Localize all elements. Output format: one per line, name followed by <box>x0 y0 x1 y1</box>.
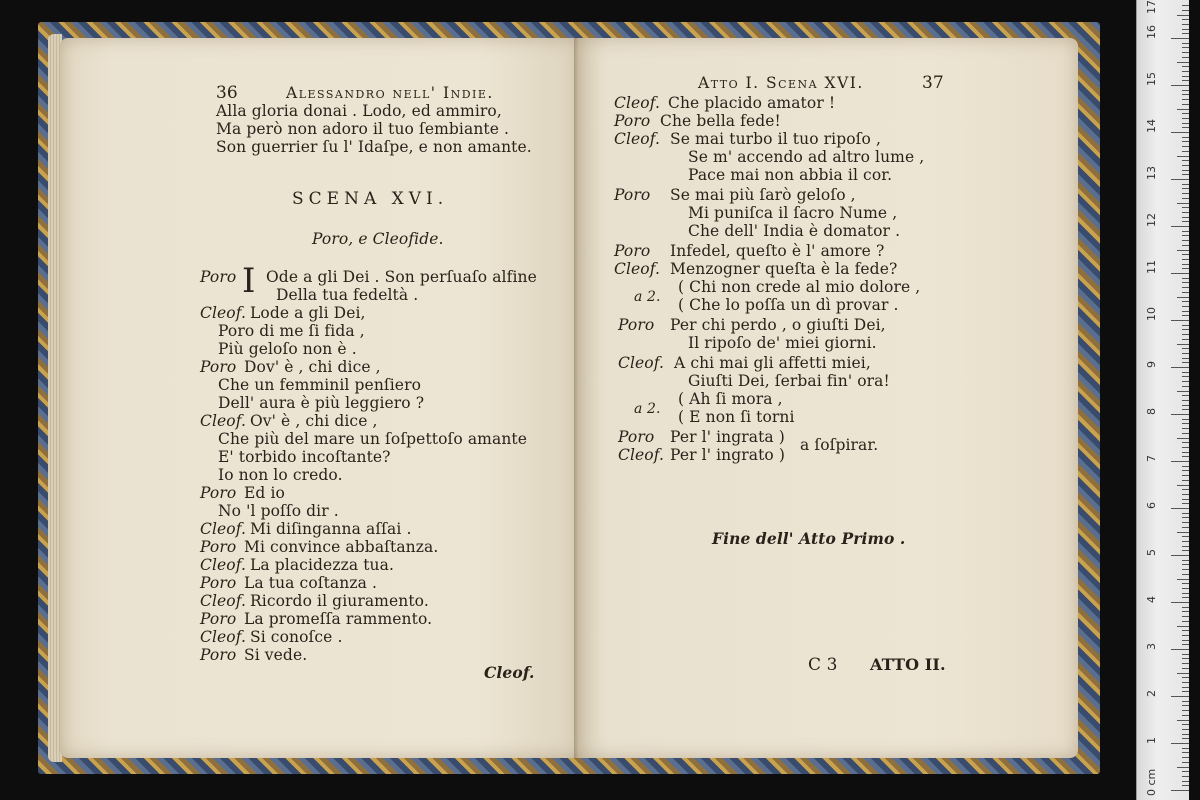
dialogue-line: Se mai più ſarò geloſo , <box>670 186 856 204</box>
dialogue-line: A chi mai gli affetti miei, <box>674 354 871 372</box>
ruler-tick <box>1182 705 1189 706</box>
dialogue-line: Ov' è , chi dice , <box>250 412 378 430</box>
ruler-number: 4 <box>1145 596 1158 603</box>
dialogue-line: Per chi perdo , o giuſti Dei, <box>670 316 886 334</box>
ruler-tick <box>1182 630 1189 631</box>
ruler-tick <box>1171 649 1189 650</box>
dialogue-line: Per l' ingrato ) <box>670 446 786 464</box>
speaker-label: Cleof. <box>200 304 247 322</box>
ruler-tick <box>1182 428 1189 429</box>
speaker-label: Cleof. <box>200 556 247 574</box>
ruler-tick <box>1182 268 1189 269</box>
dialogue-line: ( E non ſi torni <box>678 408 795 426</box>
ruler-tick <box>1182 264 1189 265</box>
ruler-tick <box>1182 29 1189 30</box>
dialogue-line: La promeſſa rammento. <box>244 610 433 628</box>
ruler-tick <box>1177 156 1189 157</box>
ruler-tick <box>1182 616 1189 617</box>
speaker-label: Cleof. <box>200 592 247 610</box>
ruler-tick <box>1177 250 1189 251</box>
dialogue-line: Si vede. <box>244 646 308 664</box>
ruler-tick <box>1177 391 1189 392</box>
ruler-tick <box>1177 109 1189 110</box>
ruler-tick <box>1182 644 1189 645</box>
ruler-tick <box>1171 555 1189 556</box>
ruler-tick <box>1182 90 1189 91</box>
ruler-tick <box>1182 724 1189 725</box>
ruler-tick <box>1182 752 1189 753</box>
ruler-tick <box>1182 781 1189 782</box>
dialogue-line: La placidezza tua. <box>250 556 394 574</box>
a2-label: a 2. <box>634 289 661 305</box>
ruler-tick <box>1182 104 1189 105</box>
ruler-tick <box>1171 461 1189 462</box>
speaker-label: Cleof. <box>618 354 665 372</box>
ruler-number: 1 <box>1145 737 1158 744</box>
ruler-tick <box>1182 522 1189 523</box>
dialogue-line: E' torbido incoſtante? <box>218 448 391 466</box>
speaker-label: Cleof. <box>614 94 661 112</box>
dialogue-line: La tua coſtanza . <box>244 574 378 592</box>
speaker-label: Poro <box>614 186 651 204</box>
speaker-label: Poro <box>200 268 237 286</box>
dialogue-line: Che un femminil penſiero <box>218 376 422 394</box>
ruler-tick <box>1171 85 1189 86</box>
ruler-tick <box>1182 123 1189 124</box>
ruler-tick <box>1182 362 1189 363</box>
ruler-tick <box>1182 19 1189 20</box>
ruler-tick <box>1182 433 1189 434</box>
ruler-tick <box>1177 344 1189 345</box>
ruler-tick <box>1182 738 1189 739</box>
ruler-tick <box>1182 574 1189 575</box>
ruler-tick <box>1182 409 1189 410</box>
ruler-tick <box>1182 146 1189 147</box>
dialogue-line: Poro di me ſi fida , <box>218 322 365 340</box>
speaker-label: Cleof. <box>618 446 665 464</box>
ruler-tick <box>1182 536 1189 537</box>
dialogue-line: Per l' ingrata ) <box>670 428 785 446</box>
ruler-unit-label: 0 cm <box>1145 768 1158 796</box>
ruler-tick <box>1182 593 1189 594</box>
dialogue-line: Io non lo credo. <box>218 466 343 484</box>
ruler-tick <box>1182 442 1189 443</box>
ruler-tick <box>1182 137 1189 138</box>
ruler-tick <box>1182 259 1189 260</box>
speaker-label: Cleof. <box>614 260 661 278</box>
ruler-number: 13 <box>1145 166 1158 180</box>
ruler-tick <box>1182 141 1189 142</box>
dialogue-line: ( Che lo poſſa un dì provar . <box>678 296 899 314</box>
speaker-label: Poro <box>200 484 237 502</box>
ruler-number: 3 <box>1145 643 1158 650</box>
ruler-tick <box>1182 386 1189 387</box>
dialogue-line: Il ripoſo de' miei giorni. <box>688 334 877 352</box>
dialogue-line: No 'l poſſo dir . <box>218 502 339 520</box>
ruler-tick <box>1182 701 1189 702</box>
ruler-tick <box>1182 729 1189 730</box>
right-running-head: Atto I. Scena XVI. <box>698 74 864 92</box>
dialogue-line: Dell' aura è più leggiero ? <box>218 394 425 412</box>
dialogue-line: Che bella fede! <box>660 112 781 130</box>
ruler-number: 12 <box>1145 213 1158 227</box>
speaker-label: Poro <box>618 428 655 446</box>
ruler-tick <box>1182 381 1189 382</box>
a-sospirar: a ſoſpirar. <box>800 436 879 454</box>
ruler-tick <box>1182 480 1189 481</box>
end-of-act: Fine dell' Atto Primo . <box>712 529 906 548</box>
dialogue-line: Ed io <box>244 484 285 502</box>
ruler-tick <box>1182 419 1189 420</box>
ruler-tick <box>1182 691 1189 692</box>
ruler-tick <box>1182 546 1189 547</box>
speaker-label: Poro <box>200 646 237 664</box>
dialogue-line: Che dell' India è domator . <box>688 222 901 240</box>
dialogue-line: Giuſti Dei, ſerbai fin' ora! <box>688 372 890 390</box>
ruler-tick <box>1182 325 1189 326</box>
ruler-tick <box>1182 184 1189 185</box>
ruler-tick <box>1182 682 1189 683</box>
ruler-tick <box>1182 611 1189 612</box>
ruler-tick <box>1182 405 1189 406</box>
ruler-tick <box>1182 517 1189 518</box>
ruler-tick <box>1171 273 1189 274</box>
ruler-tick <box>1182 188 1189 189</box>
ruler-tick <box>1182 94 1189 95</box>
ruler-tick <box>1182 245 1189 246</box>
ruler-tick <box>1182 560 1189 561</box>
speaker-label: Poro <box>200 610 237 628</box>
ruler-tick <box>1182 47 1189 48</box>
ruler-number: 14 <box>1145 119 1158 133</box>
ruler-tick <box>1182 654 1189 655</box>
ruler-tick <box>1182 687 1189 688</box>
ruler-tick <box>1182 76 1189 77</box>
ruler-tick <box>1182 489 1189 490</box>
ruler-tick <box>1182 715 1189 716</box>
ruler-number: 7 <box>1145 455 1158 462</box>
dialogue-line: Ode a gli Dei . Son perſuaſo alfine <box>266 268 537 286</box>
ruler-tick <box>1182 771 1189 772</box>
ruler-tick <box>1177 15 1189 16</box>
ruler-tick <box>1182 193 1189 194</box>
ruler-tick <box>1182 668 1189 669</box>
right-page <box>578 38 1078 758</box>
ruler-tick <box>1182 10 1189 11</box>
ruler-tick <box>1182 583 1189 584</box>
ruler-tick <box>1182 447 1189 448</box>
ruler-tick <box>1182 541 1189 542</box>
ruler-tick <box>1177 767 1189 768</box>
ruler-number: 10 <box>1145 307 1158 321</box>
ruler-number: 11 <box>1145 260 1158 274</box>
continuation-line: Son guerrier ſu l' Idaſpe, e non amante. <box>216 138 532 156</box>
speaker-label: Poro <box>200 538 237 556</box>
dialogue-line: Mi convince abbaſtanza. <box>244 538 439 556</box>
right-page-number: 37 <box>922 73 944 93</box>
ruler-tick <box>1182 734 1189 735</box>
left-page <box>60 38 582 758</box>
dialogue-line: Ricordo il giuramento. <box>250 592 429 610</box>
ruler-tick <box>1182 231 1189 232</box>
ruler-tick <box>1171 320 1189 321</box>
ruler-tick <box>1182 503 1189 504</box>
speaker-label: Poro <box>200 574 237 592</box>
ruler-tick <box>1177 673 1189 674</box>
dialogue-line: Mi diſinganna aſſai . <box>250 520 412 538</box>
ruler-tick <box>1182 376 1189 377</box>
ruler-tick <box>1171 696 1189 697</box>
ruler-tick <box>1182 151 1189 152</box>
signature-mark: C 3 <box>808 655 838 675</box>
ruler-tick <box>1182 292 1189 293</box>
ruler-tick <box>1182 66 1189 67</box>
scene-title: SCENA XVI. <box>292 189 449 209</box>
speaker-label: Cleof. <box>200 412 247 430</box>
ruler-tick <box>1182 334 1189 335</box>
speaker-label: Cleof. <box>200 628 247 646</box>
ruler-tick <box>1182 198 1189 199</box>
ruler-tick <box>1182 400 1189 401</box>
dialogue-line: Lode a gli Dei, <box>250 304 366 322</box>
speaker-label: Poro <box>618 316 655 334</box>
ruler-tick <box>1182 748 1189 749</box>
ruler-tick <box>1182 499 1189 500</box>
dialogue-line: Della tua fedeltà . <box>276 286 419 304</box>
ruler-tick <box>1177 626 1189 627</box>
drop-cap: I <box>242 261 256 301</box>
ruler-tick <box>1171 602 1189 603</box>
dialogue-line: Si conoſce . <box>250 628 343 646</box>
ruler-tick <box>1182 5 1189 6</box>
speaker-label: Cleof. <box>200 520 247 538</box>
ruler-number: 16 <box>1145 25 1158 39</box>
ruler-tick <box>1182 254 1189 255</box>
ruler-tick <box>1171 132 1189 133</box>
catchword: Cleof. <box>484 663 535 682</box>
ruler-tick <box>1177 297 1189 298</box>
dialogue-line: Mi puniſca il ſacro Nume , <box>688 204 898 222</box>
continuation-line: Alla gloria donai . Lodo, ed ammiro, <box>216 102 502 120</box>
ruler-tick <box>1182 470 1189 471</box>
ruler-tick <box>1182 212 1189 213</box>
continuation-line: Ma però non adoro il tuo ſembiante . <box>216 120 510 138</box>
ruler-tick <box>1182 635 1189 636</box>
ruler-tick <box>1171 226 1189 227</box>
ruler-number: 17 <box>1145 0 1158 14</box>
ruler-tick <box>1171 38 1189 39</box>
ruler-tick <box>1182 757 1189 758</box>
ruler-tick <box>1182 621 1189 622</box>
ruler-tick <box>1177 532 1189 533</box>
dialogue-line: Se mai turbo il tuo ripoſo , <box>670 130 881 148</box>
ruler-tick <box>1171 743 1189 744</box>
a2-label: a 2. <box>634 401 661 417</box>
ruler-tick <box>1182 372 1189 373</box>
ruler-tick <box>1182 395 1189 396</box>
ruler-tick <box>1171 414 1189 415</box>
ruler-tick <box>1182 24 1189 25</box>
ruler-number: 5 <box>1145 549 1158 556</box>
ruler-tick <box>1177 485 1189 486</box>
ruler-tick <box>1182 423 1189 424</box>
ruler-tick <box>1177 438 1189 439</box>
ruler-tick <box>1182 785 1189 786</box>
ruler-tick <box>1182 494 1189 495</box>
ruler-number: 15 <box>1145 72 1158 86</box>
ruler-tick <box>1182 311 1189 312</box>
dialogue-line: Che placido amator ! <box>668 94 836 112</box>
ruler-tick <box>1182 170 1189 171</box>
ruler-tick <box>1171 179 1189 180</box>
ruler-tick <box>1182 240 1189 241</box>
ruler-tick <box>1182 80 1189 81</box>
ruler-tick <box>1182 287 1189 288</box>
ruler-tick <box>1182 52 1189 53</box>
ruler-tick <box>1182 207 1189 208</box>
left-running-head: Alessandro nell' Indie. <box>286 84 494 102</box>
ruler-tick <box>1182 588 1189 589</box>
dialogue-line: Dov' è , chi dice , <box>244 358 381 376</box>
ruler-tick <box>1182 710 1189 711</box>
ruler-tick <box>1182 640 1189 641</box>
ruler-tick <box>1182 329 1189 330</box>
ruler-tick <box>1182 174 1189 175</box>
ruler-tick <box>1182 160 1189 161</box>
ruler-number: 2 <box>1145 690 1158 697</box>
speaker-label: Poro <box>614 242 651 260</box>
ruler-tick <box>1182 597 1189 598</box>
ruler-tick <box>1182 658 1189 659</box>
dialogue-line: ( Ah ſi mora , <box>678 390 783 408</box>
ruler-tick <box>1182 762 1189 763</box>
ruler-tick <box>1182 57 1189 58</box>
ruler-tick <box>1182 550 1189 551</box>
ruler-tick <box>1182 221 1189 222</box>
ruler-tick <box>1182 475 1189 476</box>
ruler-tick <box>1182 527 1189 528</box>
speaker-label: Cleof. <box>614 130 661 148</box>
scene-characters: Poro, e Cleofide. <box>312 230 444 248</box>
ruler-tick <box>1182 301 1189 302</box>
ruler-tick <box>1182 282 1189 283</box>
ruler-tick <box>1171 508 1189 509</box>
ruler-tick <box>1182 99 1189 100</box>
ruler-tick <box>1177 62 1189 63</box>
ruler-tick <box>1182 456 1189 457</box>
ruler-tick <box>1182 348 1189 349</box>
ruler-tick <box>1182 353 1189 354</box>
ruler-tick <box>1182 71 1189 72</box>
ruler-number: 6 <box>1145 502 1158 509</box>
ruler-tick <box>1182 113 1189 114</box>
catchword: ATTO II. <box>870 655 946 674</box>
measurement-ruler <box>1136 0 1189 800</box>
ruler-tick <box>1182 315 1189 316</box>
ruler-tick <box>1182 339 1189 340</box>
speaker-label: Poro <box>200 358 237 376</box>
dialogue-line: Infedel, queſto è l' amore ? <box>670 242 885 260</box>
dialogue-line: ( Chi non crede al mio dolore , <box>678 278 921 296</box>
dialogue-line: Menzogner queſta è la fede? <box>670 260 898 278</box>
ruler-tick <box>1182 33 1189 34</box>
ruler-tick <box>1171 790 1189 791</box>
ruler-number: 9 <box>1145 361 1158 368</box>
dialogue-line: Che più del mare un ſoſpettoſo amante <box>218 430 527 448</box>
ruler-tick <box>1171 367 1189 368</box>
ruler-number: 8 <box>1145 408 1158 415</box>
ruler-tick <box>1182 466 1189 467</box>
ruler-tick <box>1182 127 1189 128</box>
ruler-tick <box>1177 720 1189 721</box>
ruler-tick <box>1182 564 1189 565</box>
ruler-tick <box>1177 579 1189 580</box>
ruler-tick <box>1177 203 1189 204</box>
ruler-tick <box>1182 118 1189 119</box>
ruler-tick <box>1182 235 1189 236</box>
dialogue-line: Pace mai non abbia il cor. <box>688 166 893 184</box>
ruler-tick <box>1182 607 1189 608</box>
left-page-number: 36 <box>216 83 238 103</box>
dialogue-line: Se m' accendo ad altro lume , <box>688 148 925 166</box>
dialogue-line: Più geloſo non è . <box>218 340 357 358</box>
ruler-tick <box>1182 217 1189 218</box>
ruler-tick <box>1182 358 1189 359</box>
ruler-tick <box>1182 278 1189 279</box>
ruler-tick <box>1182 677 1189 678</box>
ruler-tick <box>1182 513 1189 514</box>
speaker-label: Poro <box>614 112 651 130</box>
ruler-tick <box>1182 569 1189 570</box>
ruler-tick <box>1182 663 1189 664</box>
ruler-tick <box>1182 776 1189 777</box>
ruler-tick <box>1182 165 1189 166</box>
ruler-tick <box>1182 306 1189 307</box>
ruler-tick <box>1182 452 1189 453</box>
ruler-tick <box>1182 43 1189 44</box>
